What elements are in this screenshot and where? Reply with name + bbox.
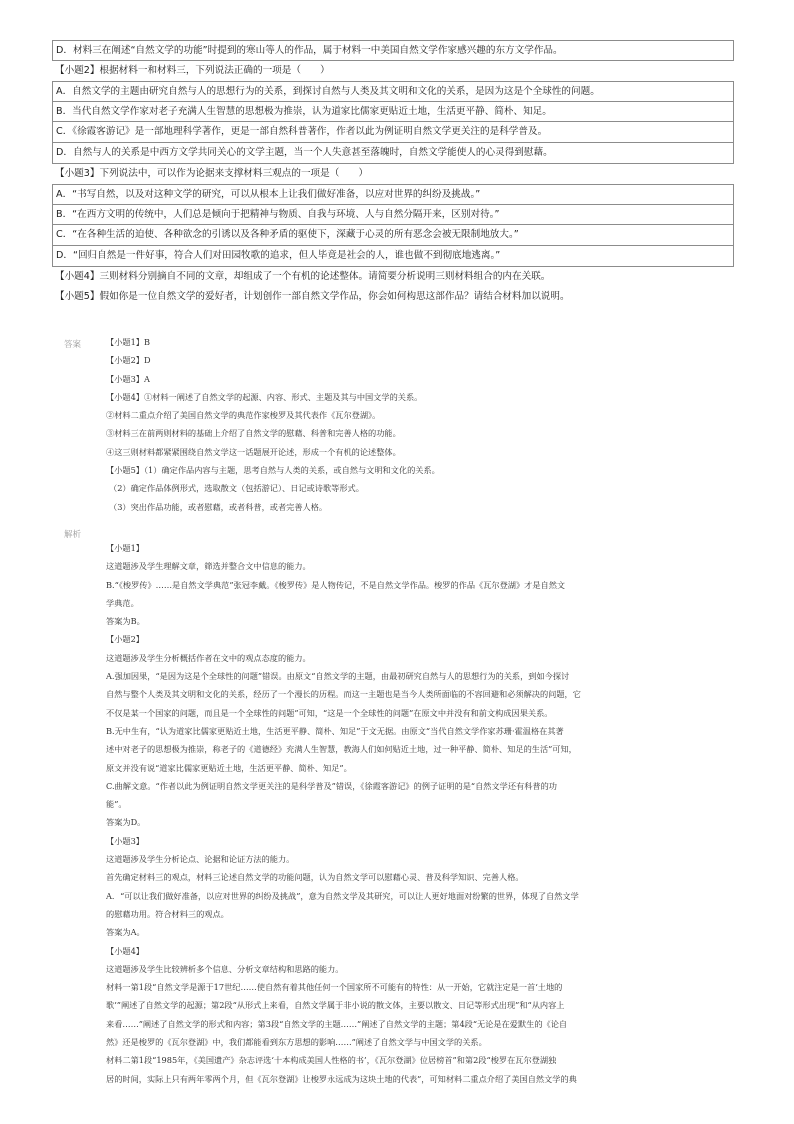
analysis-line: 首先确定材料三的观点，材料三论述自然文学的功能问题，认为自然文学可以慰藉心灵、普及科学知识、完善人格。 — [106, 872, 524, 883]
analysis-side-label: 解析 — [64, 530, 82, 540]
analysis-line: 【小题1】 — [106, 543, 144, 553]
question-2-stem: 【小题2】根据材料一和材料三，下列说法正确的一项是（ ） — [55, 64, 330, 76]
question-2-option-b: B．当代自然文学作家对老子充满人生智慧的思想极为推崇，认为道家比儒家更贴近土地，生活更平静、简朴、知足。 — [52, 102, 734, 123]
answer-block — [106, 333, 734, 516]
analysis-line: 答案为D。 — [106, 817, 146, 828]
analysis-line: 【小题2】 — [106, 634, 144, 645]
question-2-option-d: D．自然与人的关系是中西方文学共同关心的文学主题，当一个人失意甚至落魄时，自然文学能使人的心灵得到慰藉。 — [52, 143, 734, 164]
analysis-line: 这道题涉及学生比较辨析多个信息、分析文章结构和思路的能力。 — [106, 963, 344, 974]
answer-line: 【小题2】D — [106, 355, 151, 366]
analysis-line: 来看……”阐述了自然文学的形式和内容；第3段“自然文学的主题……”阐述了自然文学的主题；第4段“无论是在爱默生的《论自 — [106, 1018, 568, 1029]
question-3-stem: 【小题3】下列说法中，可以作为论据来支撑材料三观点的一项是（ ） — [55, 167, 369, 179]
analysis-line: B.“《梭罗传》……是自然文学典范”张冠李戴。《梭罗传》是人物传记，不是自然文学作品。梭罗的作品《瓦尔登湖》才是自然文 — [106, 579, 566, 590]
question-3-option-d: D．“回归自然是一件好事，符合人们对田园牧歌的追求，但人毕竟是社会的人，谁也做不到彻底地逃离。” — [52, 246, 734, 267]
question-table — [52, 40, 734, 308]
answer-line: （3）突出作品功能，或者慰藉，或者科普，或者完善人格。 — [109, 501, 328, 512]
analysis-line: C.曲解文意。“作者以此为例证明自然文学更关注的是科学普及”错误，《徐霞客游记》的例子证明的是“自然文学还有科普的功 — [106, 780, 557, 791]
analysis-line: 【小题4】 — [106, 945, 144, 956]
analysis-line: B.无中生有，“认为道家比儒家更贴近土地，生活更平静、简朴、知足”于文无据。由原文“当代自然文学作家苏珊·霍温格在其著 — [106, 725, 564, 736]
answer-line: 【小题3】A — [106, 373, 150, 384]
answer-line: 【小题1】B — [106, 337, 150, 347]
analysis-line: 的慰藉功用。符合材料三的观点。 — [106, 908, 229, 919]
analysis-line: 自然与整个人类及其文明和文化的关系，经历了一个漫长的历程。而这一主题也是当今人类所面临的不容回避和必须解决的问题，它 — [106, 689, 581, 700]
analysis-line: 居的时间，实际上只有两年零两个月，但《瓦尔登湖》让梭罗永远成为这块土地的代表”，可知材料二重点介绍了美国自然文学的典 — [106, 1073, 577, 1084]
analysis-line: 【小题3】 — [106, 835, 144, 846]
analysis-line: 述中对老子的思想极为推崇，称老子的《道德经》充满人生智慧，教海人们如何贴近土地，过一种平静、简朴、知足的生活”可知， — [106, 744, 577, 755]
answer-line: 【小题5】（1）确定作品内容与主题，思考自然与人类的关系，或自然与文明和文化的关系。 — [106, 465, 440, 476]
analysis-line: 这道题涉及学生分析概括作者在文中的观点态度的能力。 — [106, 652, 311, 663]
analysis-line: 这道题涉及学生分析论点、论据和论证方法的能力。 — [106, 854, 295, 865]
analysis-line: 学典范。 — [106, 597, 139, 608]
analysis-line: A.强加因果，“是因为这是个全球性的问题”错误。由原文“自然文学的主题，由最初研究自然与人的思想行为的关系，到如今探讨 — [106, 671, 570, 682]
question-3-option-c: C．“在各种生活的迫使、各种欲念的引诱以及各种矛盾的驱使下，深藏于心灵的所有恶念会被无限制地放大。” — [52, 225, 734, 246]
question-3-option-b: B．“在西方文明的传统中，人们总是倾向于把精神与物质、自我与环境、人与自然分隔开来，区别对待。” — [52, 205, 734, 226]
option-d-previous: D．材料三在阐述“自然文学的功能”时提到的寒山等人的作品，属于材料一中美国自然文学作家感兴趣的东方文学作品。 — [52, 40, 734, 61]
question-3-option-a: A．“书写自然，以及对这种文学的研究，可以从根本上让我们做好准备，以应对世界的纠纷及挑战。” — [52, 184, 734, 205]
analysis-line: 歌’”阐述了自然文学的起源；第2段“从形式上来看，自然文学属于非小说的散文体，主要以散文、日记等形式出现”和“从内容上 — [106, 1000, 565, 1011]
analysis-line: 原文并没有说“道家比儒家更贴近土地，生活更平静、简朴、知足”。 — [106, 762, 352, 773]
analysis-line: A．“可以让我们做好准备，以应对世界的纠纷及挑战”，意为自然文学及其研究，可以让人更好地面对纷繁的世界，体现了自然文学 — [106, 890, 579, 901]
answer-side-label: 答案 — [64, 340, 82, 350]
analysis-line: 答案为A。 — [106, 927, 145, 938]
answer-line: 【小题4】①材料一阐述了自然文学的起源、内容、形式、主题及其与中国文学的关系。 — [106, 391, 423, 402]
answer-line: ④这三则材料都紧紧围绕自然文学这一话题展开论述，形成一个有机的论述整体。 — [106, 446, 401, 457]
answer-line: （2）确定作品体例形式，选取散文（包括游记）、日记或诗歌等形式。 — [109, 483, 364, 494]
answer-line: ②材料二重点介绍了美国自然文学的典范作家梭罗及其代表作《瓦尔登湖》。 — [106, 410, 381, 421]
analysis-line: 不仅是某一个国家的问题，而且是一个全球性的问题”可知，“这是一个全球性的问题”在原文中并没有和前文构成因果关系。 — [106, 707, 553, 718]
analysis-line: 答案为B。 — [106, 616, 145, 627]
question-4: 【小题4】三则材料分别摘自不同的文章，却组成了一个有机的论述整体。请简要分析说明三则材料组合的内在关联。 — [55, 270, 551, 282]
question-2-option-c: C．《徐霞客游记》是一部地理科学著作，更是一部自然科普著作，作者以此为例证明自然文学更关注的是科学普及。 — [52, 122, 734, 143]
question-5: 【小题5】假如你是一位自然文学的爱好者，计划创作一部自然文学作品，你会如何构思这部作品？请结合材料加以说明。 — [55, 291, 570, 303]
question-2-option-a: A．自然文学的主题由研究自然与人的思想行为的关系，到探讨自然与人类及其文明和文化的关系，是因为这是个全球性的问题。 — [52, 81, 734, 102]
analysis-line: 这道题涉及学生理解文章，筛选并整合文中信息的能力。 — [106, 561, 311, 572]
answer-line: ③材料三在前两则材料的基础上介绍了自然文学的慰藉、科普和完善人格的功能。 — [106, 428, 401, 439]
analysis-line: 能”。 — [106, 799, 127, 810]
analysis-line: 然》还是梭罗的《瓦尔登湖》中，我们都能看到东方思想的影响……”阐述了自然文学与中国文学的关系。 — [106, 1037, 487, 1048]
analysis-line: 材料二第1段“1985年，《美国遗产》杂志评选‘十本构成美国人性格的书’，《瓦尔登湖》位居榜首”和第2段“梭罗在瓦尔登湖独 — [106, 1055, 557, 1066]
analysis-block — [106, 539, 734, 1088]
analysis-line: 材料一第1段“自然文学是源于17世纪……使自然有着其他任何一个国家所不可能有的特性：从一开始，它就注定是一首‘土地的 — [106, 982, 563, 993]
